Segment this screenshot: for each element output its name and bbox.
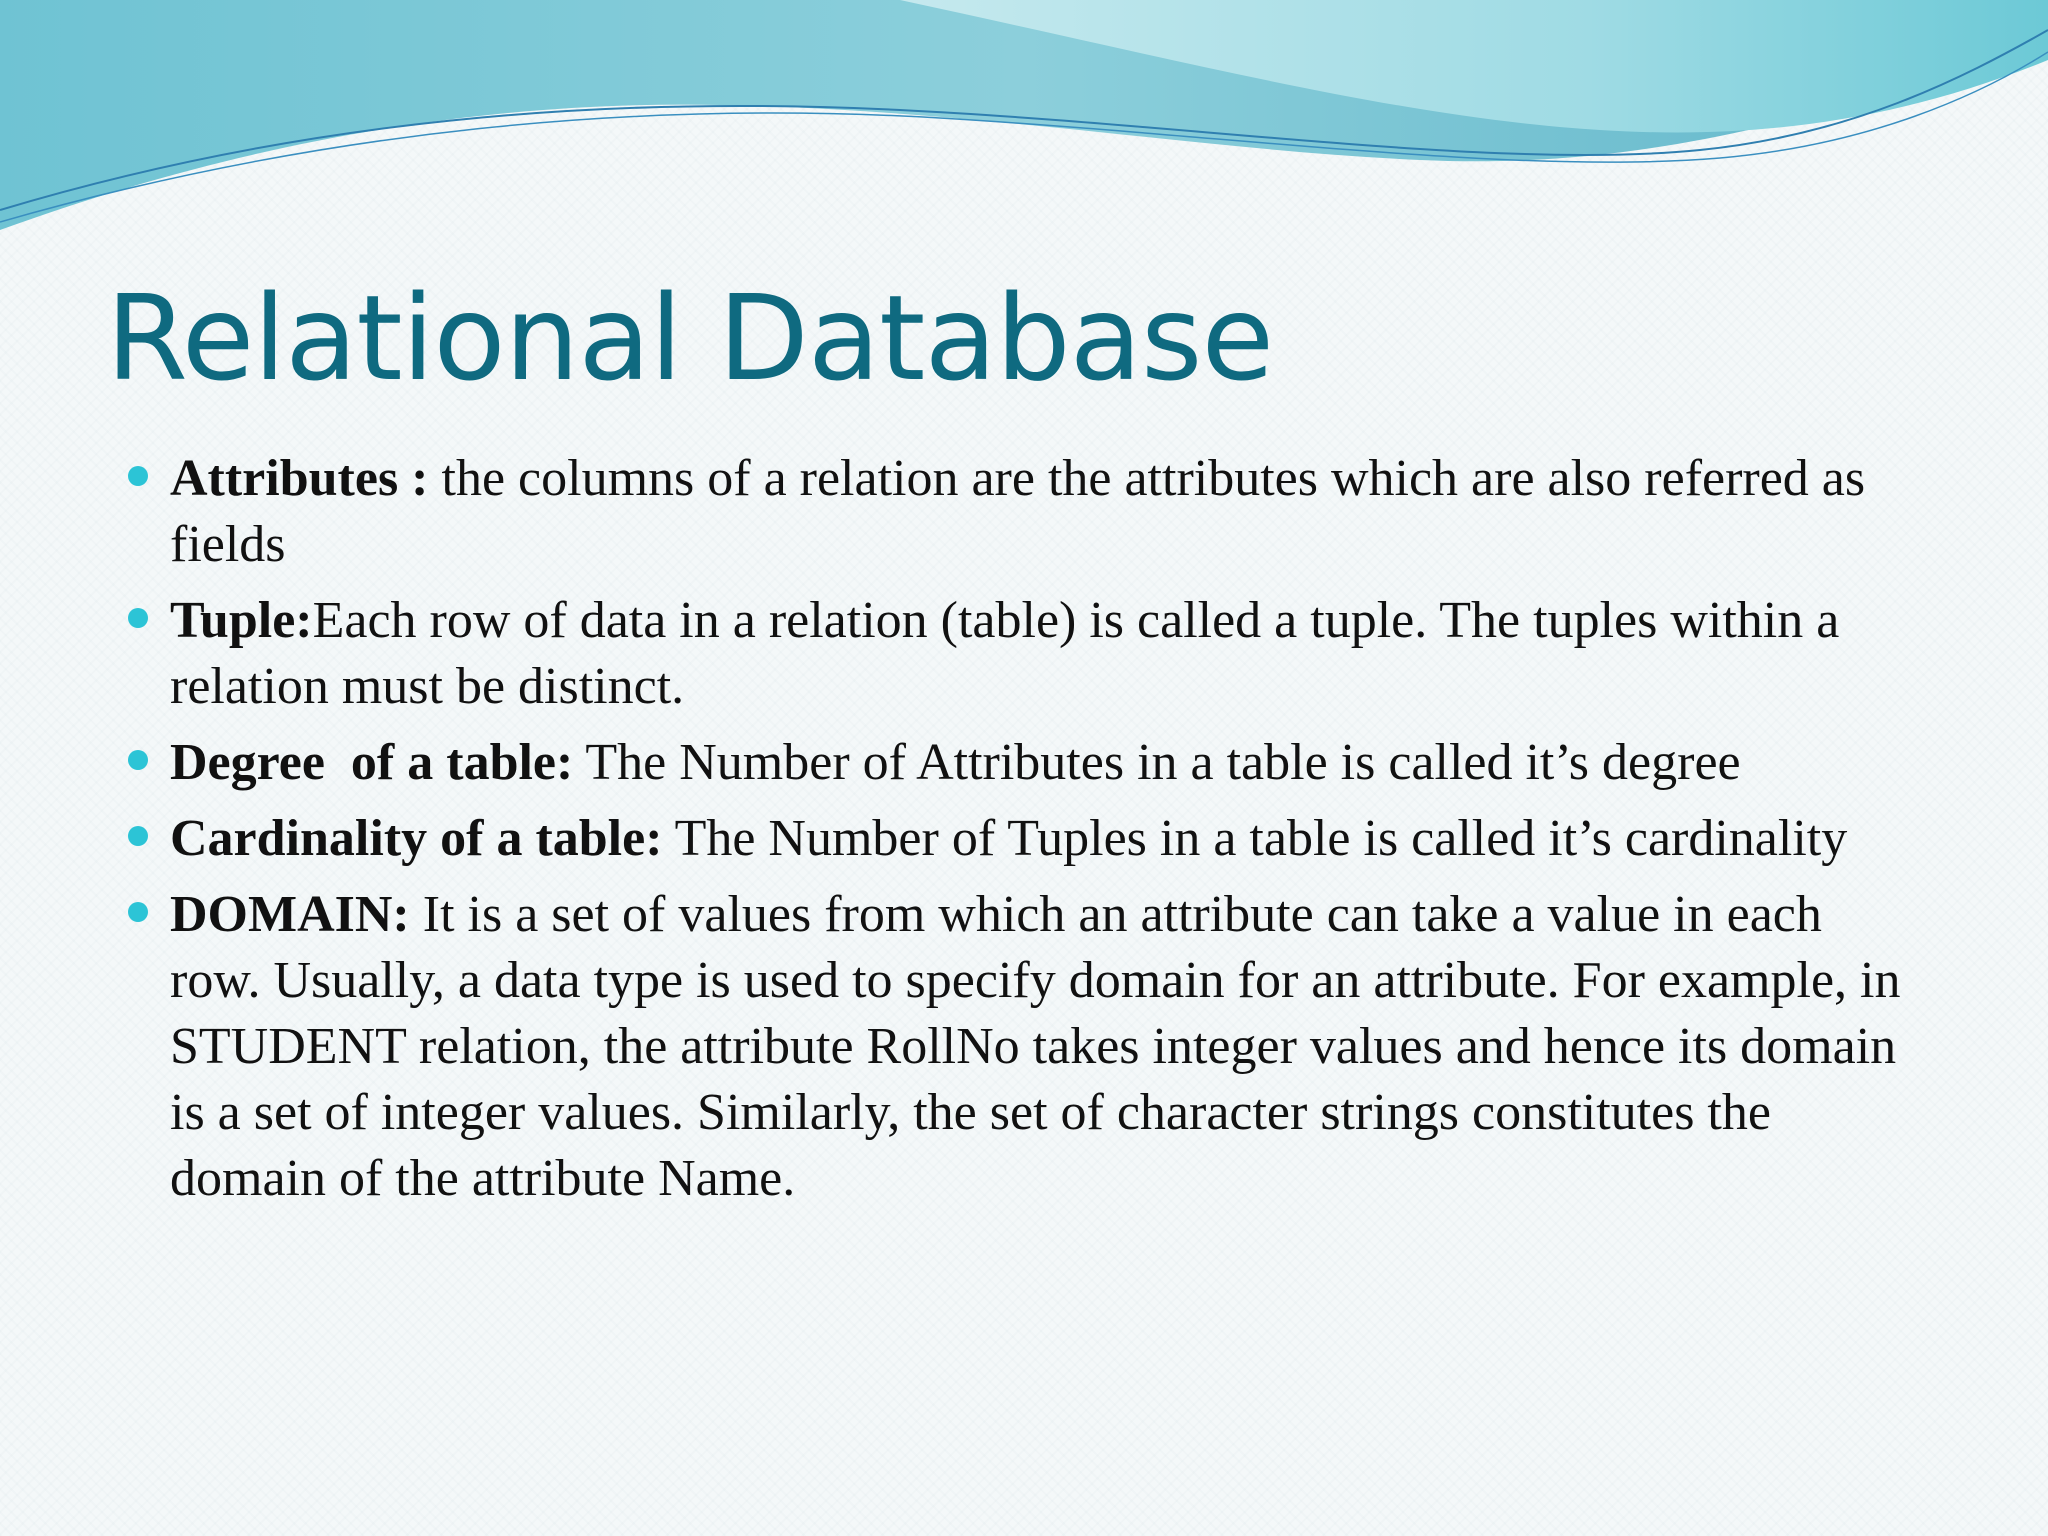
bullet-item-attributes [118,446,1918,578]
bullet-item-domain [118,882,1918,1212]
bullet-term: Tuple: [170,592,313,649]
header-wave-decoration [0,0,2048,260]
bullet-text: the columns of a relation are the attributes which are also referred as fields [170,450,1866,573]
bullet-text: Each row of data in a relation (table) is called a tuple. The tuples within a relation must be distinct. [170,592,1840,715]
bullet-icon [128,750,148,770]
bullet-item-tuple [118,588,1918,720]
bullet-icon [128,608,148,628]
bullet-icon [128,466,148,486]
bullet-text: The Number of Attributes in a table is called it’s degree [573,734,1741,791]
bullet-text: It is a set of values from which an attribute can take a value in each row. Usually, a data type is used to specify domain for an attribute. For example, in STUDENT relation, the attribute RollNo takes integer values and hence its domain is a set of integer values. Similarly, the set of character strings constitutes the domain of the attribute Name. [170,886,1901,1207]
bullet-term: Degree of a table: [170,734,574,791]
bullet-term: Cardinality of a table: [170,810,663,867]
bullet-term: DOMAIN: [170,886,410,943]
slide-title: Relational Database [106,269,1274,407]
bullet-icon [128,826,148,846]
bullet-term: Attributes : [170,450,429,507]
bullet-item-cardinality [118,806,1918,872]
bullet-list [118,446,1918,1222]
bullet-item-degree [118,730,1918,796]
bullet-text: The Number of Tuples in a table is called it’s cardinality [662,810,1848,867]
bullet-icon [128,902,148,922]
